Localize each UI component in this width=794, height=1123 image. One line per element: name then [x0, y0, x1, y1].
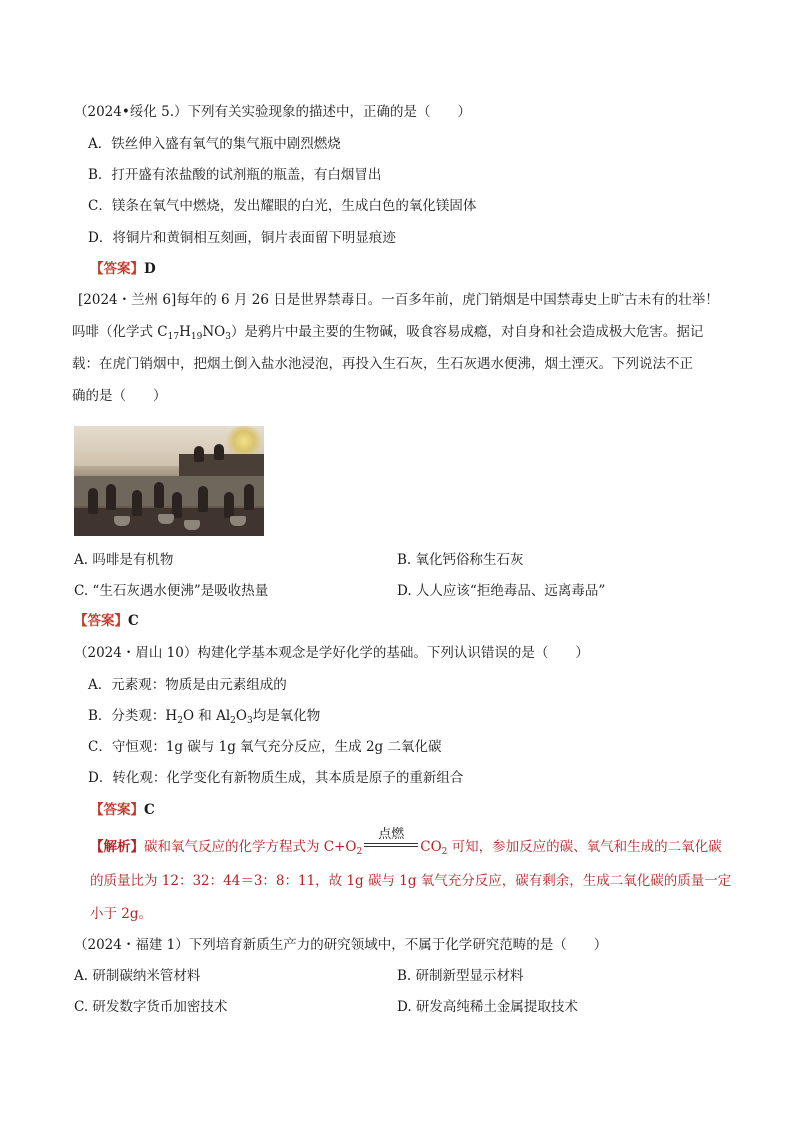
q2-option-a: A. 吗啡是有机物 — [74, 552, 174, 568]
subscript: 3 — [225, 332, 231, 342]
analysis-tag: 【解析】 — [90, 839, 144, 855]
text: NO — [202, 324, 226, 340]
q1-option-c: C．镁条在氧气中燃烧，发出耀眼的白光，生成白色的氧化镁固体 — [88, 198, 477, 214]
q4-option-c: C. 研发数字货币加密技术 — [74, 999, 228, 1015]
text: 吗啡（化学式 C — [72, 324, 168, 340]
subscript: 2 — [441, 847, 448, 857]
answer-tag: 【答案】 — [74, 613, 128, 629]
q3-stem: （2024・眉山 10）构建化学基本观念是学好化学的基础。下列认识错误的是（ ） — [74, 645, 589, 661]
q2-answer — [74, 612, 139, 630]
subscript: 19 — [190, 332, 203, 342]
q1-stem: （2024•绥化 5.）下列有关实验现象的描述中，正确的是（ ） — [74, 104, 471, 120]
subscript: 2 — [177, 716, 183, 726]
text: B．分类观：H — [88, 708, 178, 724]
q4-option-d: D. 研发高纯稀土金属提取技术 — [397, 999, 578, 1015]
answer-value: D — [144, 261, 156, 277]
answer-tag: 【答案】 — [90, 261, 144, 277]
q2-stem-line1: [2024・兰州 6]每年的 6 月 26 日是世界禁毒日。一百多年前，虎门销烟是中国禁毒史上旷古未有的壮举！ — [78, 292, 719, 308]
q2-option-d: D. 人人应该“拒绝毒品、远离毒品” — [397, 583, 606, 599]
q3-option-b — [88, 707, 320, 725]
q3-answer — [90, 801, 155, 819]
text: 可知，参加反应的碳、氧气和生成的二氧化碳 — [447, 839, 722, 855]
text: ）是鸦片中最主要的生物碱，吸食容易成瘾，对自身和社会造成极大危害。据记 — [230, 324, 704, 340]
answer-tag: 【答案】 — [90, 802, 144, 818]
q3-analysis-line1 — [90, 827, 722, 857]
text: O 和 Al — [182, 708, 231, 724]
answer-value: C — [128, 613, 139, 629]
q3-option-c: C．守恒观：1g 碳与 1g 氧气充分反应，生成 2g 二氧化碳 — [88, 739, 442, 755]
q3-option-a: A．元素观：物质是由元素组成的 — [88, 677, 287, 693]
text: 均是氧化物 — [252, 708, 321, 724]
text: O — [235, 708, 247, 724]
opium-destruction-photo — [74, 426, 264, 536]
text: CO — [420, 839, 442, 855]
answer-value: C — [144, 802, 155, 818]
subscript: 2 — [356, 847, 363, 857]
q4-option-b: B. 研制新型显示材料 — [397, 968, 524, 984]
q1-option-a: A．铁丝伸入盛有氧气的集气瓶中剧烈燃烧 — [88, 136, 341, 152]
text: 碳和氧气反应的化学方程式为 C+O — [144, 839, 357, 855]
q3-option-d: D．转化观：化学变化有新物质生成，其本质是原子的重新组合 — [88, 770, 464, 786]
q4-stem: （2024・福建 1）下列培育新质生产力的研究领域中，不属于化学研究范畴的是（ ） — [74, 937, 608, 953]
text: H — [179, 324, 191, 340]
subscript: 17 — [167, 332, 180, 342]
subscript: 2 — [230, 716, 236, 726]
q2-stem-line4: 确的是（ ） — [72, 388, 167, 404]
q2-stem-line2 — [72, 323, 703, 341]
q1-answer — [90, 260, 156, 278]
q1-option-d: D．将铜片和黄铜相互刻画，铜片表面留下明显痕迹 — [88, 230, 396, 246]
subscript: 3 — [246, 716, 253, 726]
q1-option-b: B．打开盛有浓盐酸的试剂瓶的瓶盖，有白烟冒出 — [88, 167, 382, 183]
q3-analysis-line2: 的质量比为 12：32：44＝3：8：11，故 1g 碳与 1g 氧气充分反应，碳有剩余，生成二氧化碳的质量一定 — [90, 873, 732, 889]
q2-option-c: C. “生石灰遇水便沸”是吸收热量 — [74, 583, 269, 599]
q2-option-b: B. 氧化钙俗称生石灰 — [397, 552, 524, 568]
q2-stem-line3: 载：在虎门销烟中，把烟土倒入盐水池浸泡，再投入生石灰，生石灰遇水便沸，烟土湮灭。下列说法不正 — [72, 356, 693, 372]
q3-analysis-line3: 小于 2g。 — [90, 906, 153, 922]
reaction-condition: 点燃 — [378, 827, 405, 842]
reaction-arrow — [362, 827, 420, 856]
q4-option-a: A. 研制碳纳米管材料 — [74, 968, 201, 984]
